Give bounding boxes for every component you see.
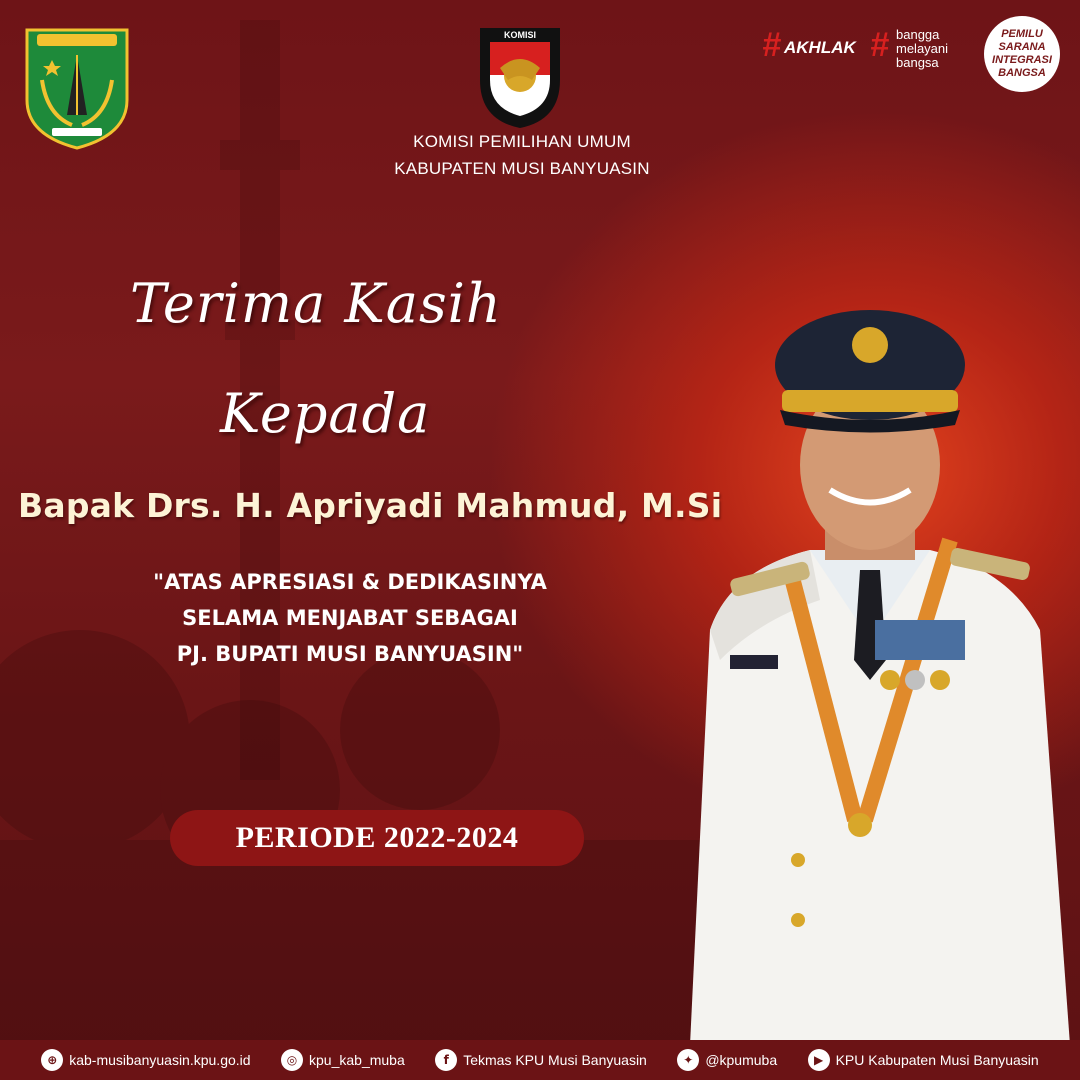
quote-line-1: "ATAS APRESIASI & DEDIKASINYA	[153, 570, 547, 594]
honoree-name: Bapak Drs. H. Apriyadi Mahmud, M.Si	[18, 486, 723, 525]
footer-youtube-label: KPU Kabupaten Musi Banyuasin	[835, 1052, 1039, 1068]
footer-instagram-link[interactable]	[281, 1049, 405, 1071]
pemilu-sarana-integrasi-bangsa-badge	[984, 16, 1060, 92]
kpu-garuda-logo-icon	[470, 20, 570, 130]
globe-icon: ⊕	[41, 1049, 63, 1071]
quote-line-3: PJ. BUPATI MUSI BANYUASIN"	[176, 642, 524, 666]
to-heading: Kepada	[220, 382, 431, 445]
official-portrait-photo	[660, 300, 1080, 1045]
period-pill: PERIODE 2022-2024	[170, 810, 584, 866]
facebook-icon: f	[435, 1049, 457, 1071]
org-name-line-2: KABUPATEN MUSI BANYUASIN	[394, 159, 650, 178]
badge-line-2: SARANA	[998, 41, 1046, 53]
badge-line-3: INTEGRASI	[992, 54, 1052, 66]
footer-facebook-link[interactable]	[435, 1049, 647, 1071]
akhlak-brand: AKHLAK	[784, 38, 856, 57]
youtube-icon: ▶	[808, 1049, 830, 1071]
thank-you-heading: Terima Kasih	[130, 272, 502, 335]
hash-icon: #	[762, 26, 781, 64]
hash-icon: #	[870, 26, 889, 64]
org-name-line-1: KOMISI PEMILIHAN UMUM	[413, 132, 631, 151]
svg-text:KOMISI: KOMISI	[503, 30, 537, 40]
footer-instagram-label: kpu_kab_muba	[309, 1052, 405, 1068]
quote-line-2: SELAMA MENJABAT SEBAGAI	[182, 606, 518, 630]
instagram-icon: ◎	[281, 1049, 303, 1071]
badge-line-4: BANGSA	[998, 67, 1046, 79]
slogan-line-3: bangsa	[896, 55, 939, 70]
footer-facebook-label: Tekmas KPU Musi Banyuasin	[463, 1052, 647, 1068]
slogan-line-1: bangga	[896, 27, 940, 42]
footer-youtube-link[interactable]	[808, 1049, 1039, 1071]
organization-name	[340, 128, 704, 182]
musi-banyuasin-emblem-icon	[22, 20, 132, 150]
badge-line-1: PEMILU	[1001, 28, 1043, 40]
akhlak-campaign-logo	[762, 26, 977, 74]
footer-website-link[interactable]	[41, 1049, 250, 1071]
footer-twitter-link[interactable]	[677, 1049, 777, 1071]
twitter-icon: ✦	[677, 1049, 699, 1071]
appreciation-quote	[100, 564, 600, 672]
footer-website-label: kab-musibanyuasin.kpu.go.id	[69, 1052, 251, 1068]
slogan-line-2: melayani	[896, 41, 949, 56]
akhlak-slogan	[896, 28, 948, 70]
social-footer-bar	[0, 1040, 1080, 1080]
footer-twitter-label: @kpumuba	[705, 1052, 778, 1068]
